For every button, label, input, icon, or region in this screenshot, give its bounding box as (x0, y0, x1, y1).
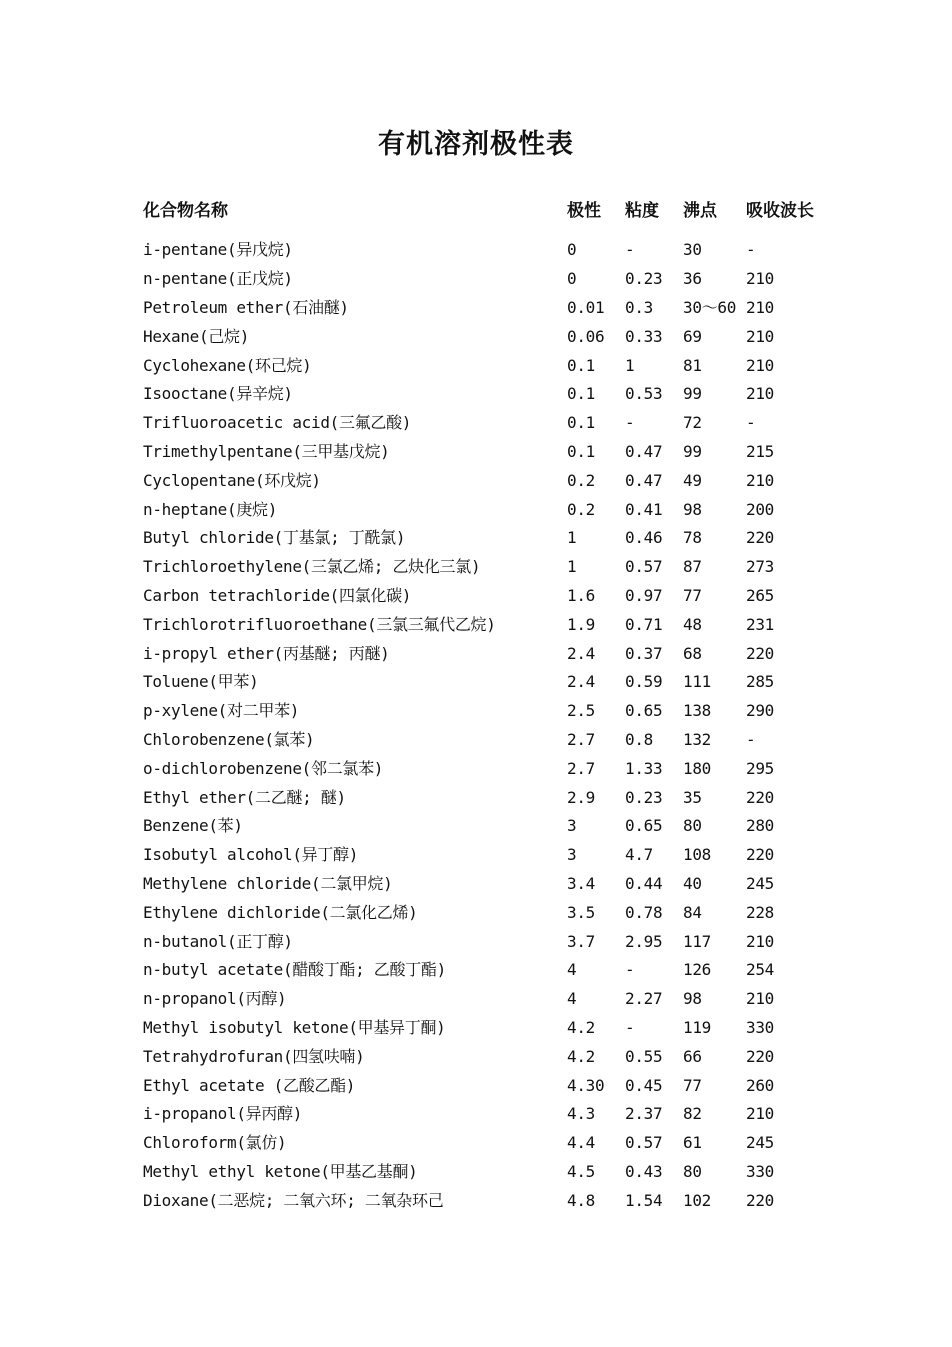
absorption-wavelength-cell: 330 (746, 1161, 774, 1181)
viscosity-cell: 0.43 (625, 1161, 663, 1181)
absorption-wavelength-cell: 200 (746, 499, 774, 519)
compound-name-cell: i-propanol(异丙醇) (143, 1104, 303, 1124)
table-row (139, 812, 819, 841)
column-header-compound-name: 化合物名称 (143, 201, 228, 221)
table-row (139, 466, 819, 495)
polarity-cell: 4 (567, 989, 577, 1009)
table-row (139, 438, 819, 467)
column-header-absorption-wavelength: 吸收波长 (746, 201, 814, 221)
absorption-wavelength-cell: 210 (746, 297, 774, 317)
viscosity-cell: 0.47 (625, 441, 663, 461)
table-row (139, 553, 819, 582)
viscosity-cell: 0.53 (625, 384, 663, 404)
compound-name-cell: Methylene chloride(二氯甲烷) (143, 873, 393, 893)
absorption-wavelength-cell: - (746, 240, 756, 260)
boiling-point-cell: 36 (683, 269, 702, 289)
compound-name-cell: Ethylene dichloride(二氯化乙烯) (143, 902, 418, 922)
compound-name-cell: p-xylene(对二甲苯) (143, 701, 300, 721)
polarity-cell: 1 (567, 528, 577, 548)
boiling-point-cell: 98 (683, 989, 702, 1009)
viscosity-cell: 0.3 (625, 297, 653, 317)
polarity-cell: 2.7 (567, 758, 595, 778)
compound-name-cell: Ethyl acetate (乙酸乙酯) (143, 1075, 356, 1095)
compound-name-cell: Cyclohexane(环己烷) (143, 355, 312, 375)
polarity-cell: 2.5 (567, 701, 595, 721)
polarity-cell: 0.1 (567, 355, 595, 375)
compound-name-cell: Tetrahydrofuran(四氢呋喃) (143, 1046, 365, 1066)
absorption-wavelength-cell: 245 (746, 873, 774, 893)
compound-name-cell: n-pentane(正戊烷) (143, 269, 293, 289)
viscosity-cell: 0.47 (625, 470, 663, 490)
viscosity-cell: 0.8 (625, 729, 653, 749)
polarity-cell: 0 (567, 269, 577, 289)
table-row (139, 956, 819, 985)
viscosity-cell: 2.37 (625, 1104, 663, 1124)
table-row (139, 841, 819, 870)
compound-name-cell: Trifluoroacetic acid(三氟乙酸) (143, 413, 412, 433)
column-header-viscosity: 粘度 (625, 201, 659, 221)
viscosity-cell: 0.71 (625, 614, 663, 634)
absorption-wavelength-cell: 260 (746, 1075, 774, 1095)
boiling-point-cell: 66 (683, 1046, 702, 1066)
polarity-cell: 4.2 (567, 1046, 595, 1066)
viscosity-cell: 0.46 (625, 528, 663, 548)
compound-name-cell: Petroleum ether(石油醚) (143, 297, 349, 317)
boiling-point-cell: 80 (683, 816, 702, 836)
boiling-point-cell: 35 (683, 787, 702, 807)
viscosity-cell: 0.59 (625, 672, 663, 692)
table-row (139, 898, 819, 927)
boiling-point-cell: 77 (683, 1075, 702, 1095)
polarity-cell: 3 (567, 845, 577, 865)
table-row (139, 927, 819, 956)
boiling-point-cell: 117 (683, 931, 711, 951)
compound-name-cell: Isooctane(异辛烷) (143, 384, 293, 404)
compound-name-cell: Toluene(甲苯) (143, 672, 259, 692)
table-row (139, 870, 819, 899)
table-row (139, 582, 819, 611)
viscosity-cell: 0.57 (625, 557, 663, 577)
viscosity-cell: 0.65 (625, 816, 663, 836)
boiling-point-cell: 102 (683, 1190, 711, 1210)
table-row (139, 639, 819, 668)
viscosity-cell: 0.45 (625, 1075, 663, 1095)
polarity-cell: 4.5 (567, 1161, 595, 1181)
viscosity-cell: - (625, 240, 635, 260)
boiling-point-cell: 48 (683, 614, 702, 634)
absorption-wavelength-cell: 220 (746, 528, 774, 548)
boiling-point-cell: 180 (683, 758, 711, 778)
table-row (139, 265, 819, 294)
table-row (139, 524, 819, 553)
absorption-wavelength-cell: 231 (746, 614, 774, 634)
boiling-point-cell: 40 (683, 873, 702, 893)
boiling-point-cell: 72 (683, 413, 702, 433)
polarity-cell: 2.7 (567, 729, 595, 749)
absorption-wavelength-cell: 220 (746, 643, 774, 663)
absorption-wavelength-cell: 210 (746, 931, 774, 951)
compound-name-cell: Chlorobenzene(氯苯) (143, 729, 315, 749)
table-row (139, 495, 819, 524)
viscosity-cell: 1 (625, 355, 635, 375)
polarity-cell: 1 (567, 557, 577, 577)
viscosity-cell: 0.23 (625, 269, 663, 289)
polarity-cell: 4.3 (567, 1104, 595, 1124)
compound-name-cell: n-butyl acetate(醋酸丁酯; 乙酸丁酯) (143, 960, 446, 980)
polarity-cell: 3.4 (567, 873, 595, 893)
absorption-wavelength-cell: 220 (746, 1190, 774, 1210)
compound-name-cell: Trichlorotrifluoroethane(三氯三氟代乙烷) (143, 614, 496, 634)
table-row (139, 783, 819, 812)
boiling-point-cell: 98 (683, 499, 702, 519)
table-row (139, 1129, 819, 1158)
compound-name-cell: Dioxane(二恶烷; 二氧六环; 二氧杂环己 (143, 1190, 444, 1210)
table-row (139, 754, 819, 783)
viscosity-cell: - (625, 413, 635, 433)
absorption-wavelength-cell: 245 (746, 1133, 774, 1153)
polarity-cell: 3 (567, 816, 577, 836)
polarity-cell: 4.4 (567, 1133, 595, 1153)
absorption-wavelength-cell: 273 (746, 557, 774, 577)
absorption-wavelength-cell: - (746, 413, 756, 433)
viscosity-cell: 0.97 (625, 585, 663, 605)
boiling-point-cell: 132 (683, 729, 711, 749)
compound-name-cell: n-heptane(庚烷) (143, 499, 278, 519)
boiling-point-cell: 84 (683, 902, 702, 922)
boiling-point-cell: 77 (683, 585, 702, 605)
boiling-point-cell: 78 (683, 528, 702, 548)
polarity-cell: 0.1 (567, 384, 595, 404)
table-row (139, 294, 819, 323)
table-row (139, 985, 819, 1014)
polarity-cell: 4 (567, 960, 577, 980)
absorption-wavelength-cell: 290 (746, 701, 774, 721)
compound-name-cell: n-butanol(正丁醇) (143, 931, 293, 951)
absorption-wavelength-cell: 228 (746, 902, 774, 922)
polarity-cell: 4.8 (567, 1190, 595, 1210)
boiling-point-cell: 81 (683, 355, 702, 375)
table-row (139, 1100, 819, 1129)
table-row (139, 380, 819, 409)
boiling-point-cell: 99 (683, 384, 702, 404)
table-row (139, 1158, 819, 1187)
viscosity-cell: 1.33 (625, 758, 663, 778)
polarity-cell: 0.06 (567, 326, 605, 346)
absorption-wavelength-cell: 210 (746, 1104, 774, 1124)
absorption-wavelength-cell: 280 (746, 816, 774, 836)
polarity-cell: 2.4 (567, 643, 595, 663)
absorption-wavelength-cell: 220 (746, 1046, 774, 1066)
absorption-wavelength-cell: - (746, 729, 756, 749)
absorption-wavelength-cell: 265 (746, 585, 774, 605)
polarity-cell: 0.1 (567, 413, 595, 433)
table-row (139, 351, 819, 380)
polarity-cell: 4.2 (567, 1017, 595, 1037)
table-body (139, 236, 819, 1215)
absorption-wavelength-cell: 220 (746, 787, 774, 807)
table-row (139, 1186, 819, 1215)
table-header-row (139, 186, 819, 236)
absorption-wavelength-cell: 210 (746, 355, 774, 375)
absorption-wavelength-cell: 295 (746, 758, 774, 778)
absorption-wavelength-cell: 210 (746, 989, 774, 1009)
viscosity-cell: 1.54 (625, 1190, 663, 1210)
table-row (139, 668, 819, 697)
boiling-point-cell: 111 (683, 672, 711, 692)
absorption-wavelength-cell: 330 (746, 1017, 774, 1037)
polarity-cell: 1.6 (567, 585, 595, 605)
viscosity-cell: 0.33 (625, 326, 663, 346)
boiling-point-cell: 61 (683, 1133, 702, 1153)
viscosity-cell: 0.37 (625, 643, 663, 663)
polarity-cell: 0 (567, 240, 577, 260)
column-header-boiling-point: 沸点 (683, 201, 717, 221)
viscosity-cell: 0.65 (625, 701, 663, 721)
compound-name-cell: i-propyl ether(丙基醚; 丙醚) (143, 643, 390, 663)
page-title: 有机溶剂极性表 (378, 129, 574, 160)
boiling-point-cell: 30～60 (683, 297, 737, 317)
table-row (139, 726, 819, 755)
boiling-point-cell: 108 (683, 845, 711, 865)
table-row (139, 236, 819, 265)
polarity-cell: 3.5 (567, 902, 595, 922)
absorption-wavelength-cell: 210 (746, 470, 774, 490)
polarity-cell: 3.7 (567, 931, 595, 951)
polarity-cell: 2.9 (567, 787, 595, 807)
viscosity-cell: 4.7 (625, 845, 653, 865)
absorption-wavelength-cell: 220 (746, 845, 774, 865)
absorption-wavelength-cell: 210 (746, 269, 774, 289)
polarity-cell: 0.01 (567, 297, 605, 317)
absorption-wavelength-cell: 210 (746, 384, 774, 404)
compound-name-cell: Ethyl ether(二乙醚; 醚) (143, 787, 346, 807)
viscosity-cell: 0.41 (625, 499, 663, 519)
viscosity-cell: 0.57 (625, 1133, 663, 1153)
table-row (139, 1071, 819, 1100)
viscosity-cell: 2.27 (625, 989, 663, 1009)
boiling-point-cell: 119 (683, 1017, 711, 1037)
polarity-cell: 0.2 (567, 470, 595, 490)
viscosity-cell: - (625, 960, 635, 980)
compound-name-cell: Methyl ethyl ketone(甲基乙基酮) (143, 1161, 418, 1181)
compound-name-cell: Trichloroethylene(三氯乙烯; 乙炔化三氯) (143, 557, 481, 577)
boiling-point-cell: 82 (683, 1104, 702, 1124)
compound-name-cell: Butyl chloride(丁基氯; 丁酰氯) (143, 528, 406, 548)
boiling-point-cell: 68 (683, 643, 702, 663)
viscosity-cell: - (625, 1017, 635, 1037)
polarity-cell: 0.2 (567, 499, 595, 519)
polarity-cell: 4.30 (567, 1075, 605, 1095)
boiling-point-cell: 49 (683, 470, 702, 490)
compound-name-cell: Trimethylpentane(三甲基戊烷) (143, 441, 390, 461)
boiling-point-cell: 138 (683, 701, 711, 721)
table-row (139, 1042, 819, 1071)
absorption-wavelength-cell: 210 (746, 326, 774, 346)
boiling-point-cell: 80 (683, 1161, 702, 1181)
compound-name-cell: o-dichlorobenzene(邻二氯苯) (143, 758, 384, 778)
table-row (139, 1014, 819, 1043)
absorption-wavelength-cell: 285 (746, 672, 774, 692)
boiling-point-cell: 99 (683, 441, 702, 461)
table-row (139, 409, 819, 438)
polarity-cell: 0.1 (567, 441, 595, 461)
solvent-polarity-table (139, 186, 819, 1215)
viscosity-cell: 0.78 (625, 902, 663, 922)
boiling-point-cell: 87 (683, 557, 702, 577)
absorption-wavelength-cell: 254 (746, 960, 774, 980)
polarity-cell: 1.9 (567, 614, 595, 634)
absorption-wavelength-cell: 215 (746, 441, 774, 461)
viscosity-cell: 2.95 (625, 931, 663, 951)
table-row (139, 610, 819, 639)
compound-name-cell: Cyclopentane(环戊烷) (143, 470, 321, 490)
viscosity-cell: 0.23 (625, 787, 663, 807)
compound-name-cell: Carbon tetrachloride(四氯化碳) (143, 585, 412, 605)
compound-name-cell: i-pentane(异戊烷) (143, 240, 293, 260)
compound-name-cell: Isobutyl alcohol(异丁醇) (143, 845, 359, 865)
column-header-polarity: 极性 (567, 201, 601, 221)
compound-name-cell: Benzene(苯) (143, 816, 243, 836)
boiling-point-cell: 69 (683, 326, 702, 346)
boiling-point-cell: 30 (683, 240, 702, 260)
table-row (139, 697, 819, 726)
boiling-point-cell: 126 (683, 960, 711, 980)
compound-name-cell: Chloroform(氯仿) (143, 1133, 287, 1153)
viscosity-cell: 0.55 (625, 1046, 663, 1066)
viscosity-cell: 0.44 (625, 873, 663, 893)
compound-name-cell: Methyl isobutyl ketone(甲基异丁酮) (143, 1017, 446, 1037)
polarity-cell: 2.4 (567, 672, 595, 692)
compound-name-cell: Hexane(己烷) (143, 326, 250, 346)
compound-name-cell: n-propanol(丙醇) (143, 989, 287, 1009)
table-row (139, 322, 819, 351)
